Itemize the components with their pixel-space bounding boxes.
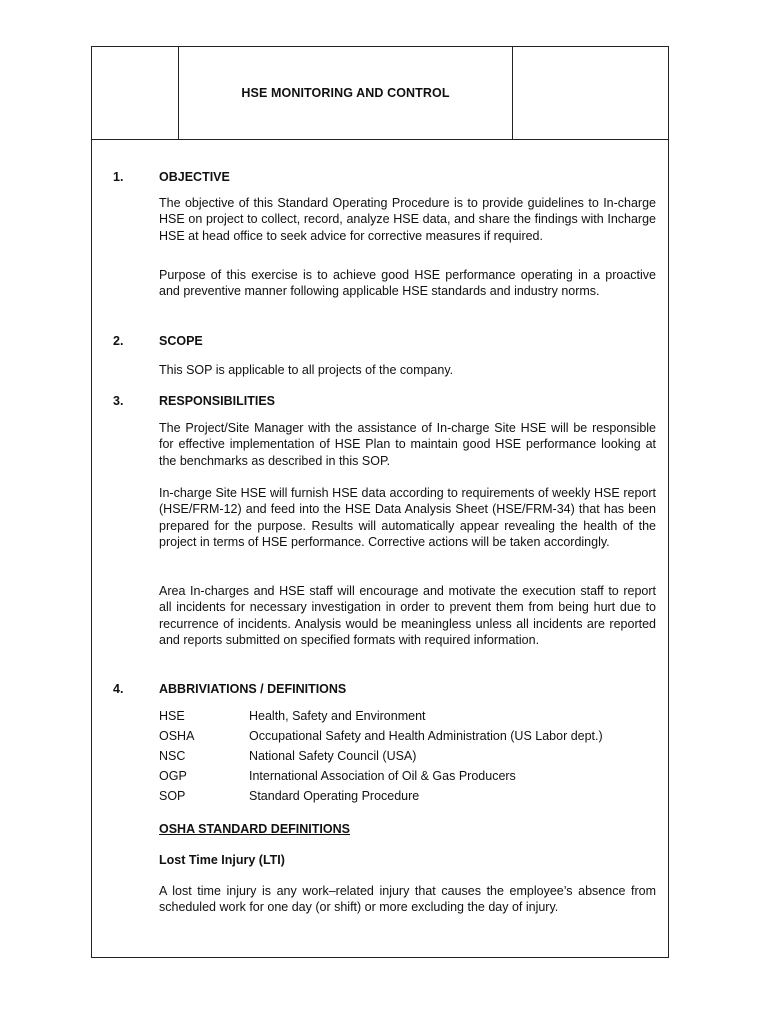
paragraph: The objective of this Standard Operating Procedure is to provide guidelines to In-charge HSE on project to collect, record, analyze HSE data, and share the findings with Incharge HSE at head office to seek advice for corrective measures if required. [159,196,656,243]
osha-definitions-heading: OSHA STANDARD DEFINITIONS [159,822,350,836]
abbreviation-desc: Standard Operating Procedure [249,789,420,803]
abbreviation-code: HSE [159,709,185,723]
paragraph: The Project/Site Manager with the assistance of In-charge Site HSE will be responsible for effective implementation of HSE Plan to maintain good HSE performance looking at the benchmarks as described in this SOP. [159,421,656,468]
section-label: ABBRIVIATIONS / DEFINITIONS [159,682,347,696]
definition-term: Lost Time Injury (LTI) [159,853,285,867]
header-title-cell [179,47,513,139]
abbreviation-desc: Health, Safety and Environment [249,709,426,723]
section-number: 1. [113,170,124,184]
abbreviation-code: NSC [159,749,186,763]
document-frame [91,46,669,958]
section-label: SCOPE [159,334,203,348]
abbreviation-desc: National Safety Council (USA) [249,749,417,763]
header-logo-cell [92,47,179,139]
definition-text: A lost time injury is any work–related injury that causes the employee’s absence from scheduled work for one day (or shift) or more excluding the day of injury. [159,884,656,915]
section-number: 3. [113,394,124,408]
paragraph: In-charge Site HSE will furnish HSE data according to requirements of weekly HSE report (HSE/FRM-12) and feed into the HSE Data Analysis Sheet (HSE/FRM-34) that has been prepared for the purpose. Results will automatically appear revealing the health of the project in terms of HSE performance. Corrective actions will be taken accordingly. [159,486,656,549]
paragraph: Purpose of this exercise is to achieve good HSE performance operating in a proactive and preventive manner following applicable HSE standards and industry norms. [159,268,656,299]
header-table [92,47,668,140]
abbreviation-code: SOP [159,789,186,803]
abbreviation-code: OSHA [159,729,195,743]
abbreviation-code: OGP [159,769,187,783]
section-number: 4. [113,682,124,696]
section-number: 2. [113,334,124,348]
section-label: RESPONSIBILITIES [159,394,275,408]
abbreviation-desc: International Association of Oil & Gas Producers [249,769,516,783]
abbreviation-desc: Occupational Safety and Health Administration (US Labor dept.) [249,729,603,743]
paragraph: Area In-charges and HSE staff will encourage and motivate the execution staff to report all incidents for necessary investigation in order to prevent them from being hurt due to recurrence of incidents. Analysis would be meaningless unless all incidents are reported and reports submitted on specified formats with required information. [159,584,656,647]
section-label: OBJECTIVE [159,170,230,184]
document-title: HSE MONITORING AND CONTROL [241,86,450,100]
paragraph: This SOP is applicable to all projects of the company. [159,363,454,377]
header-info-cell [513,47,668,139]
